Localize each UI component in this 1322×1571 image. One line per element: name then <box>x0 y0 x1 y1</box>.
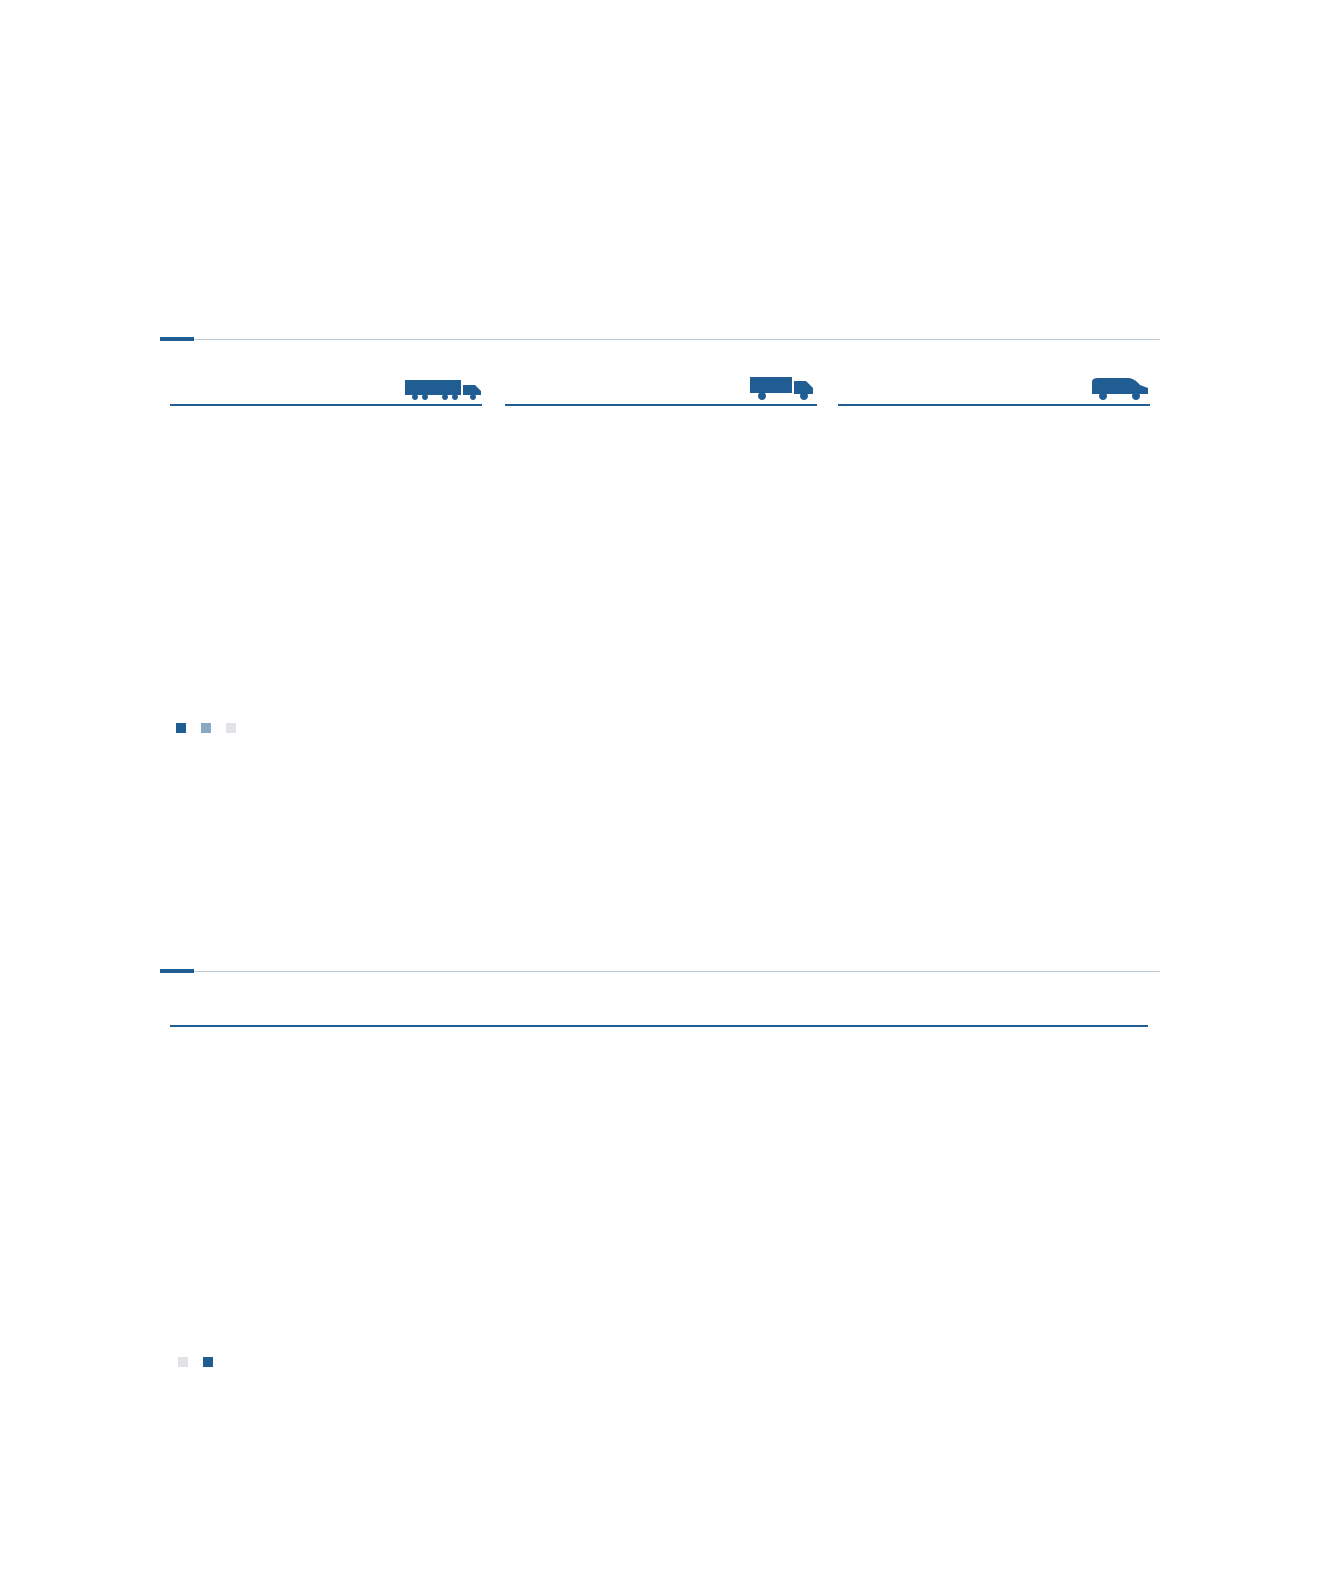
legend-swatch-fuel <box>178 1357 188 1367</box>
legend-06 <box>178 1357 218 1367</box>
legend-swatch-nev <box>203 1357 213 1367</box>
